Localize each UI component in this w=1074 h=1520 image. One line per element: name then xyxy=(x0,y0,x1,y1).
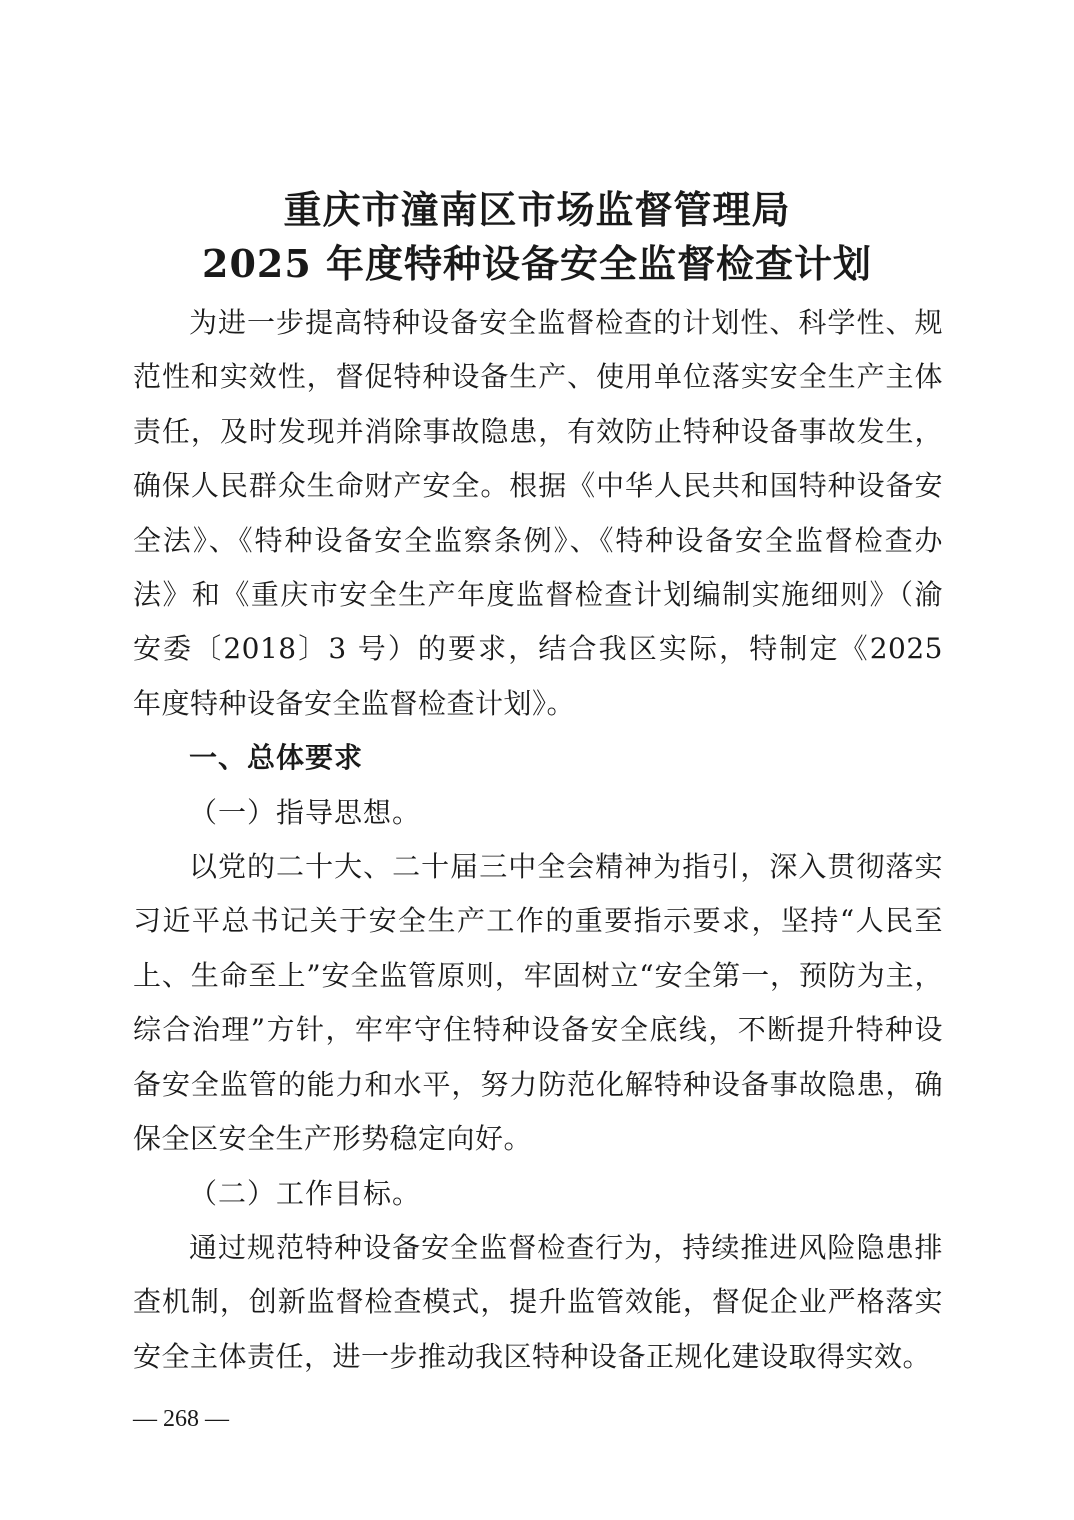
guiding-ideology-paragraph: 以党的二十大、二十届三中全会精神为指引，深入贯彻落实习近平总书记关于安全生产工作的重要指示要求，坚持“人民至上、生命至上”安全监管原则，牢固树立“安全第一，预防为主，综合治理”方针，牢牢守住特种设备安全底线，不断提升特种设备安全监管的能力和水平，努力防范化解特种设备事故隐患，确保全区安全生产形势稳定向好。 xyxy=(133,850,943,1156)
document-title-line-1: 重庆市潼南区市场监督管理局 xyxy=(283,187,791,232)
intro-paragraph: 为进一步提高特种设备安全监督检查的计划性、科学性、规范性和实效性，督促特种设备生产、使用单位落实安全生产主体责任，及时发现并消除事故隐患，有效防止特种设备事故发生，确保人民群众生命财产安全。根据《中华人民共和国特种设备安全法》、《特种设备安全监察条例》、《特种设备安全监督检查办法》和《重庆市安全生产年度监督检查计划编制实施细则》（渝安委〔2018〕3 号）的要求，结合我区实际，特制定《2025 年度特种设备安全监督检查计划》。 xyxy=(133,306,943,720)
subsection-heading-guiding-ideology: （一）指导思想。 xyxy=(189,795,422,829)
document-body xyxy=(133,296,943,1384)
document-title-line-2: 2025 年度特种设备安全监督检查计划 xyxy=(202,241,872,286)
subsection-heading-work-goals: （二）工作目标。 xyxy=(189,1176,422,1210)
work-goals-paragraph: 通过规范特种设备安全监督检查行为，持续推进风险隐患排查机制，创新监督检查模式，提升监管效能，督促企业严格落实安全主体责任，进一步推动我区特种设备正规化建设取得实效。 xyxy=(133,1230,943,1373)
section-heading-overall-requirements: 一、总体要求 xyxy=(189,741,364,775)
page-number: — 268 — xyxy=(133,1406,229,1432)
